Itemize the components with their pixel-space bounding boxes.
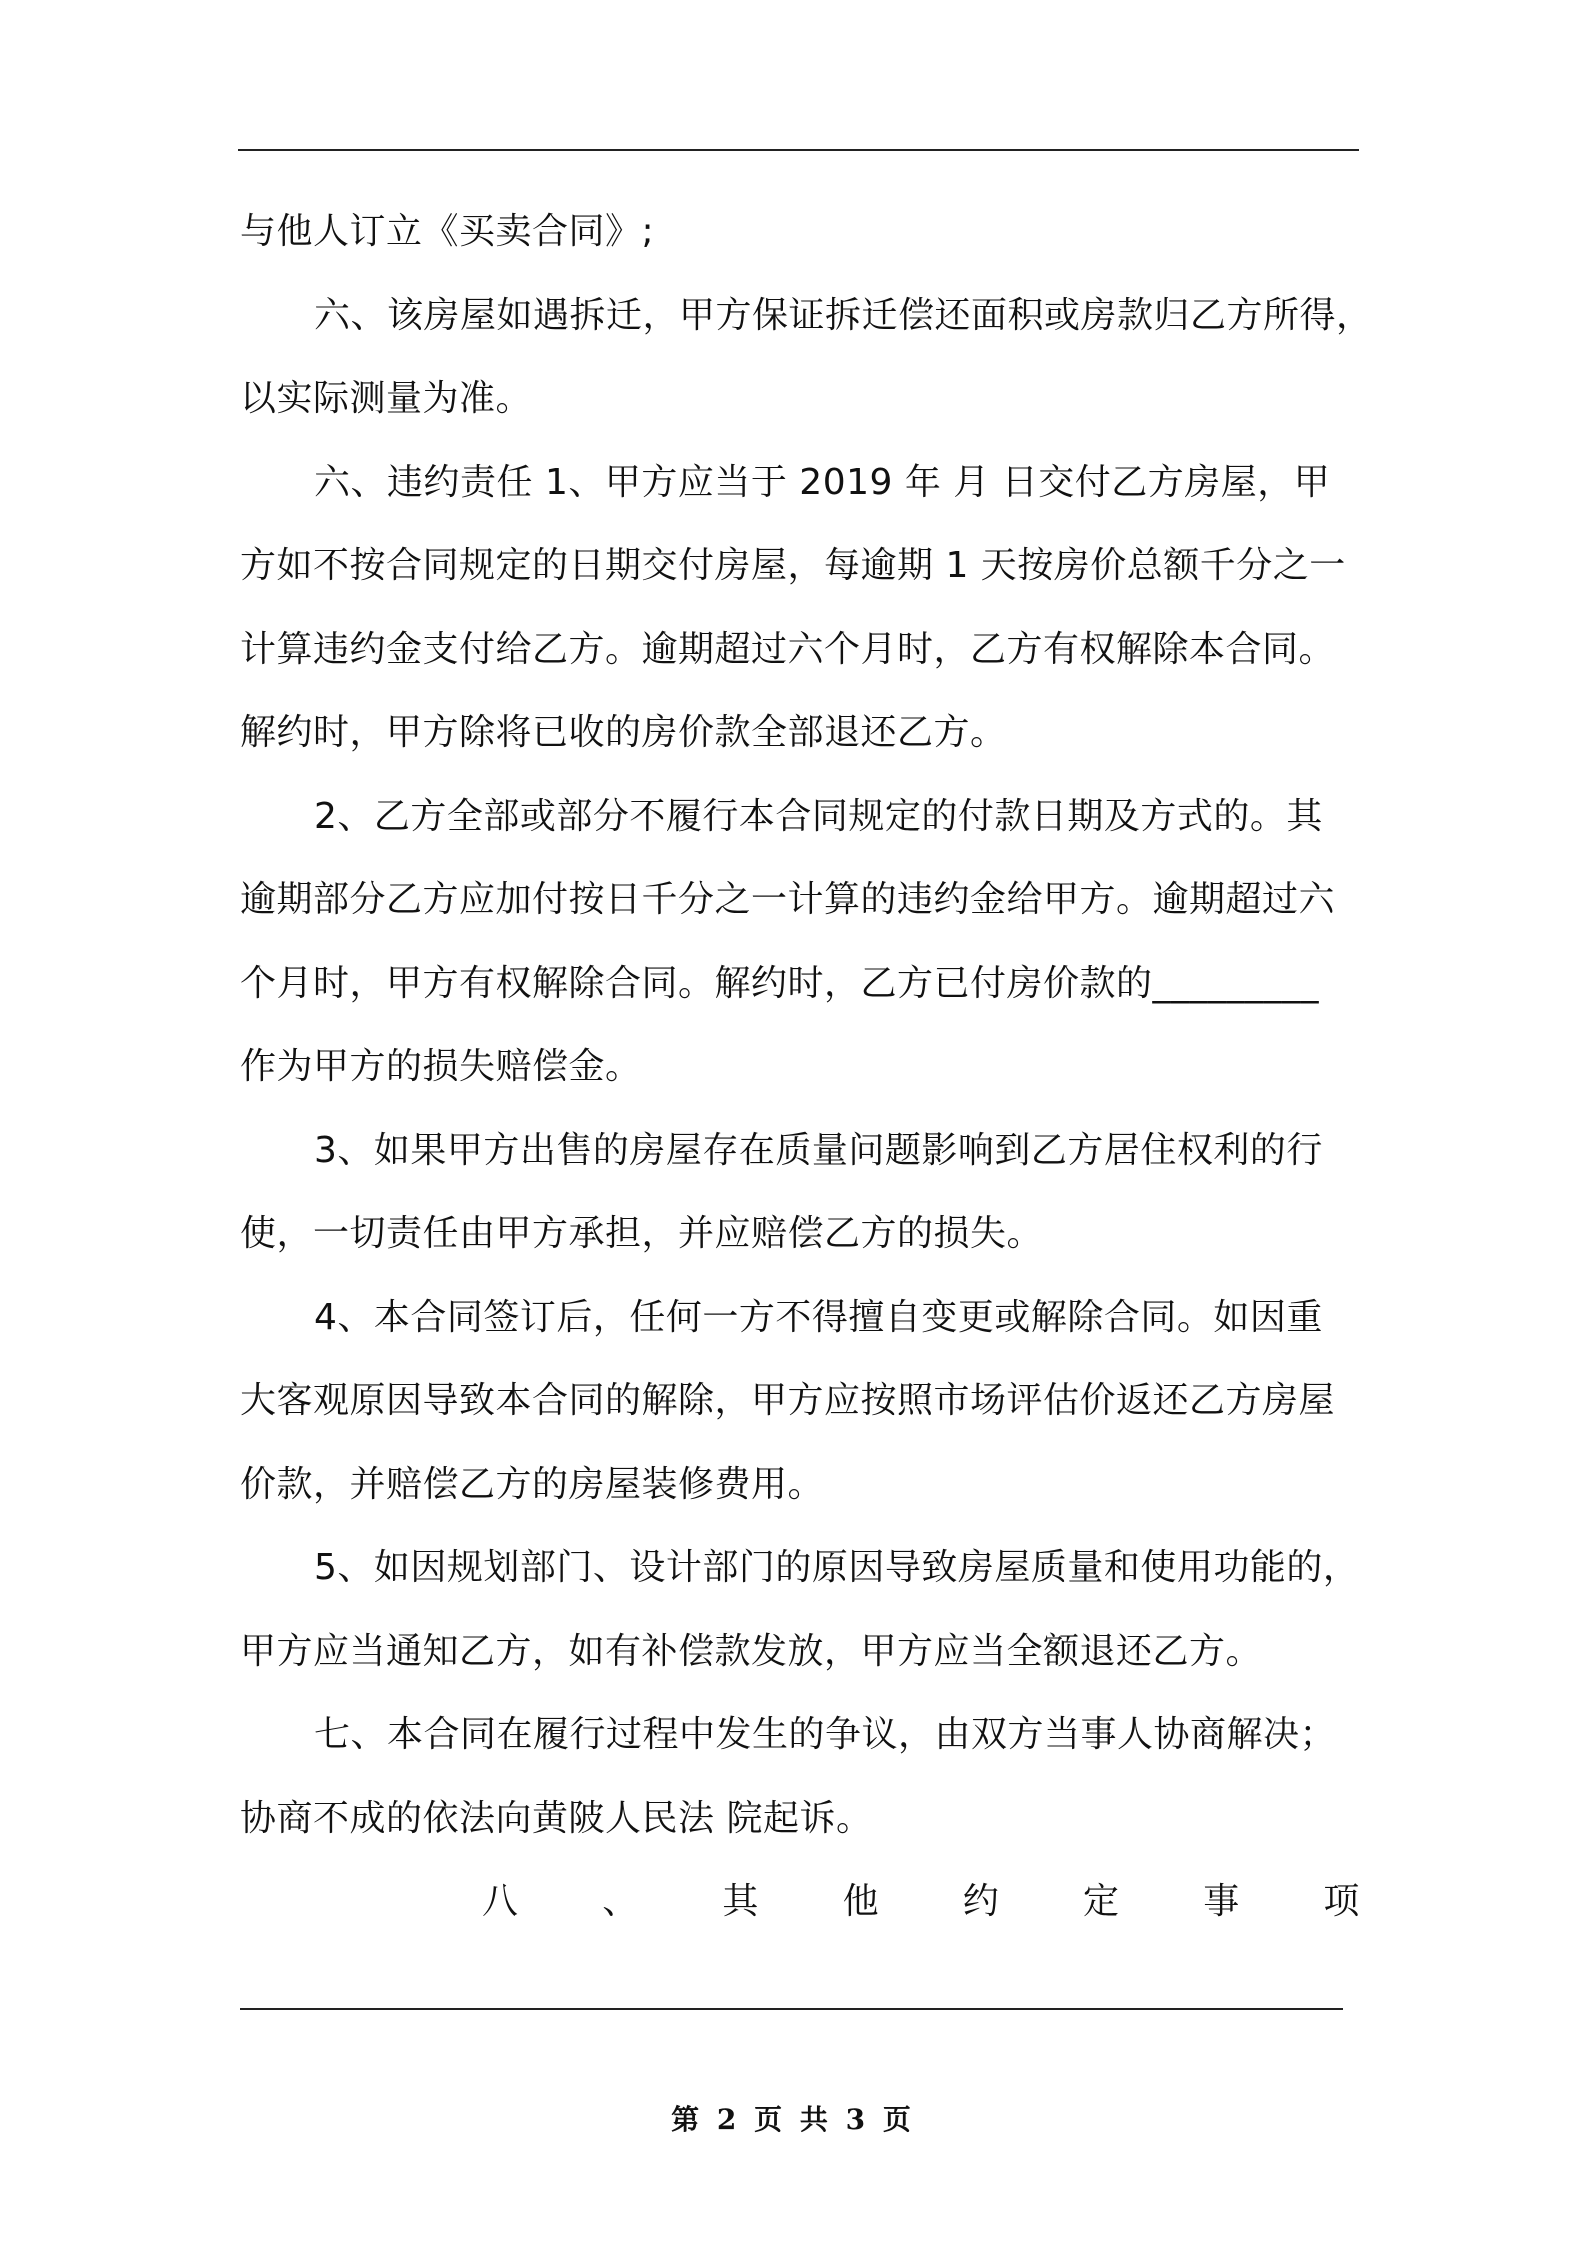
paragraph-line: 六、违约责任 1、甲方应当于 2019 年 月 日交付乙方房屋，甲 xyxy=(314,461,1331,503)
paragraph-line: 解约时，甲方除将已收的房价款全部退还乙方。 xyxy=(240,712,1007,753)
paragraph-line: 作为甲方的损失赔偿金。 xyxy=(240,1046,642,1087)
paragraph-line: 与他人订立《买卖合同》; xyxy=(240,211,655,252)
paragraph-line: 计算违约金支付给乙方。逾期超过六个月时，乙方有权解除本合同。 xyxy=(240,628,1336,670)
paragraph-line: 逾期部分乙方应加付按日千分之一计算的违约金给甲方。逾期超过六 xyxy=(240,879,1336,920)
paragraph-line: 大客观原因导致本合同的解除，甲方应按照市场评估价返还乙方房屋 xyxy=(240,1380,1336,1421)
heading-char: 他 xyxy=(842,1881,880,1922)
heading-char: 、 xyxy=(602,1881,639,1922)
paragraph-line: 2、乙方全部或部分不履行本合同规定的付款日期及方式的。其 xyxy=(314,795,1323,837)
heading-char: 约 xyxy=(962,1881,1000,1922)
paragraph-line: 使，一切责任由甲方承担，并应赔偿乙方的损失。 xyxy=(240,1213,1044,1254)
heading-char: 定 xyxy=(1083,1881,1120,1922)
heading-char: 其 xyxy=(722,1881,759,1922)
paragraph-line: 以实际测量为准。 xyxy=(240,378,533,419)
paragraph-line: 协商不成的依法向黄陂人民法 院起诉。 xyxy=(240,1797,873,1839)
paragraph-line: 甲方应当通知乙方，如有补偿款发放，甲方应当全额退还乙方。 xyxy=(240,1630,1263,1672)
paragraph-line: 个月时，甲方有权解除合同。解约时，乙方已付房价款的_________ xyxy=(240,962,1320,1004)
heading-char: 八 xyxy=(482,1881,519,1922)
blank-fill-line xyxy=(240,1944,1360,2028)
paragraph-line: 5、如因规划部门、设计部门的原因导致房屋质量和使用功能的， xyxy=(314,1547,1360,1588)
section-eight-heading xyxy=(240,1860,1360,1944)
header-rule xyxy=(238,149,1359,151)
blank-underline xyxy=(240,2008,1343,2010)
paragraph-line: 六、该房屋如遇拆迁，甲方保证拆迁偿还面积或房款归乙方所得， xyxy=(314,294,1373,336)
heading-char: 事 xyxy=(1203,1881,1240,1922)
paragraph-line: 方如不按合同规定的日期交付房屋，每逾期 1 天按房价总额千分之一 xyxy=(240,545,1346,586)
paragraph-line: 七、本合同在履行过程中发生的争议，由双方当事人协商解决； xyxy=(314,1714,1337,1755)
heading-char: 项 xyxy=(1323,1881,1360,1922)
document-body xyxy=(240,190,1373,2027)
page-number: 第 2 页 共 3 页 xyxy=(671,2103,915,2136)
paragraph-line: 4、本合同签订后，任何一方不得擅自变更或解除合同。如因重 xyxy=(314,1296,1323,1338)
paragraph-line: 价款，并赔偿乙方的房屋装修费用。 xyxy=(240,1463,825,1505)
paragraph-line: 3、如果甲方出售的房屋存在质量问题影响到乙方居住权利的行 xyxy=(314,1129,1323,1171)
